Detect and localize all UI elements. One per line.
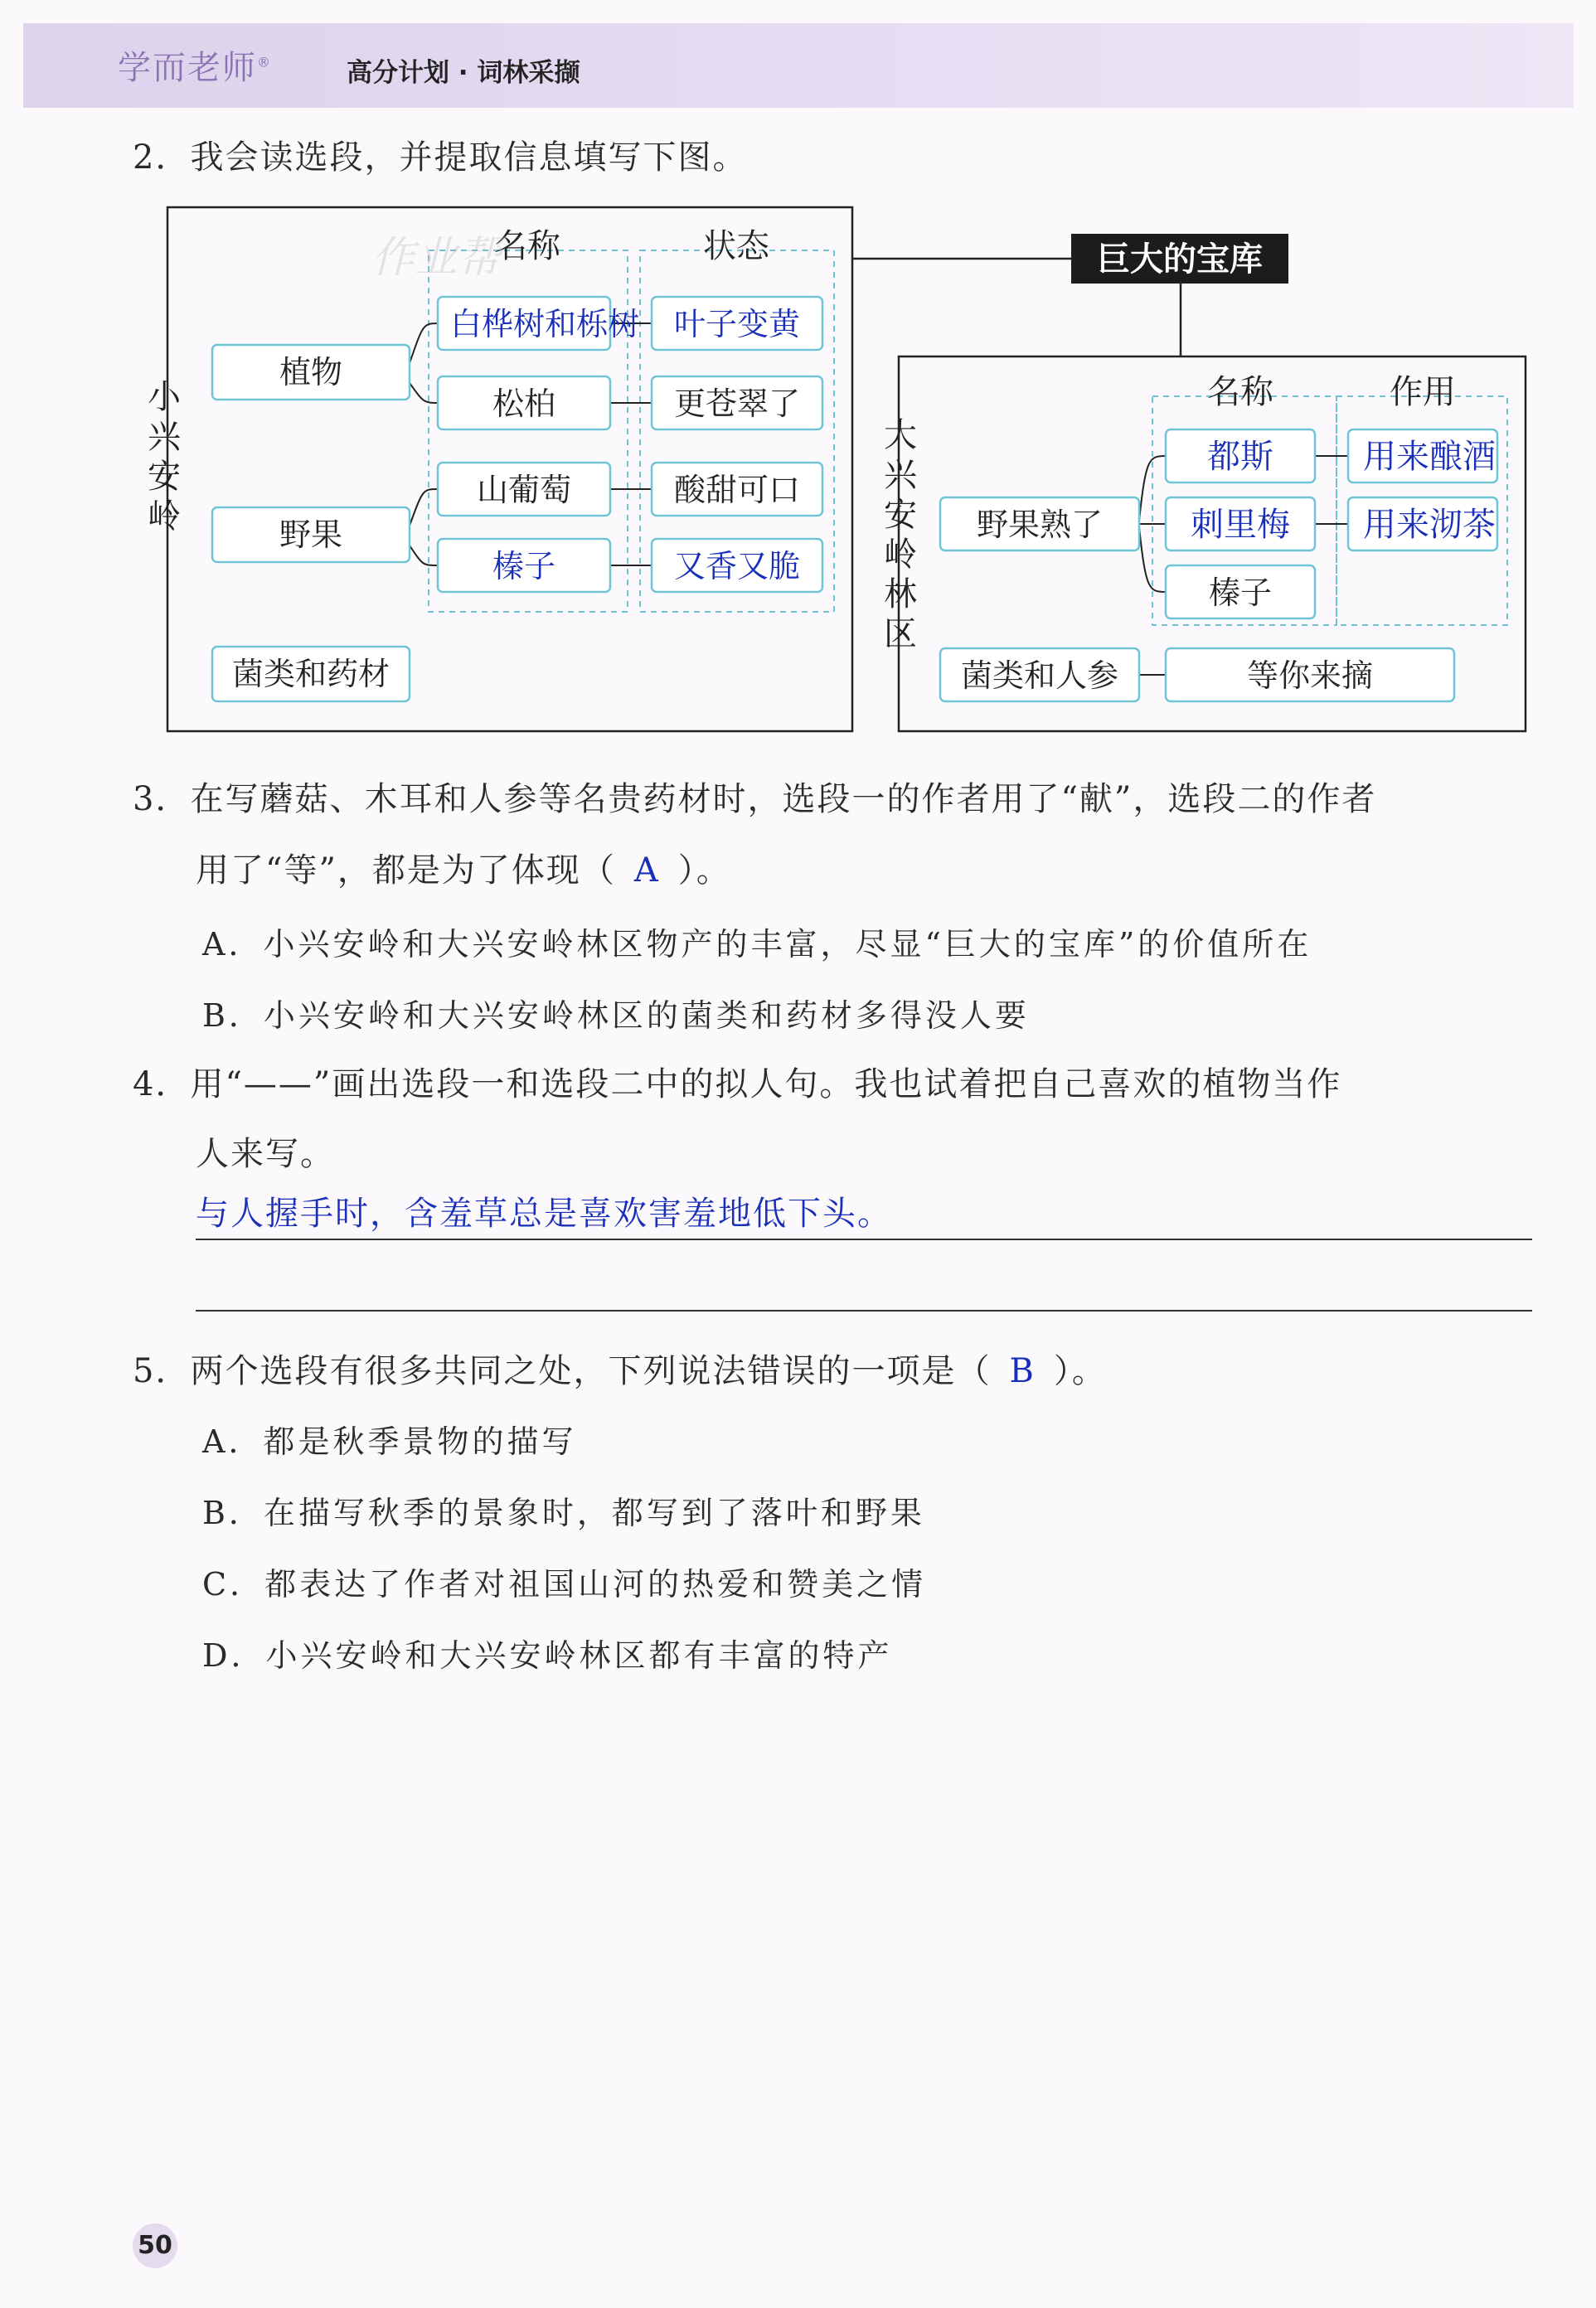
svg-text:小: 小 (148, 378, 181, 416)
right-cat-fruit: 野果熟了 (976, 507, 1104, 543)
left-head-state: 状态 (703, 227, 769, 265)
left-plant1-state: 叶子变黄 (673, 306, 801, 342)
question-5-line1: 5．两个选段有很多共同之处，下列说法错误的一项是（ B ）。 (133, 1352, 1107, 1390)
question-5-option-c: C．都表达了作者对祖国山河的热爱和赞美之情 (202, 1566, 927, 1603)
question-3-answer: A (633, 851, 660, 890)
right-cat-fungi: 菌类和人参 (960, 657, 1119, 694)
svg-text:区: 区 (884, 615, 917, 653)
left-plant2: 松柏 (492, 385, 556, 422)
left-cat-fruit: 野果 (279, 516, 343, 553)
watermark: 作业帮 (371, 233, 502, 283)
right-fungi-note: 等你来摘 (1246, 657, 1374, 694)
left-region-label (148, 378, 182, 536)
left-cat-fungi: 菌类和药材 (231, 656, 391, 692)
left-fruit1: 山葡萄 (476, 472, 572, 508)
svg-text:岭: 岭 (148, 497, 181, 536)
question-3-line2: 用了“等”，都是为了体现（ A ）。 (196, 851, 731, 890)
question-4-line2: 人来写。 (196, 1135, 335, 1173)
question-2: 2．我会读选段，并提取信息填写下图。 (133, 138, 748, 177)
right-region-label (884, 416, 918, 653)
left-head-name: 名称 (494, 227, 560, 265)
question-5-answer: B (1009, 1352, 1036, 1390)
series-title: 高分计划 · 词林采撷 (347, 58, 580, 88)
question-5-option-b: B．在描写秋季的景象时，都写到了落叶和野果 (202, 1495, 925, 1531)
svg-text:安: 安 (884, 496, 917, 534)
svg-text:岭: 岭 (884, 536, 917, 574)
question-5-option-a: A．都是秋季景物的描写 (202, 1423, 577, 1460)
left-cat-plants: 植物 (279, 354, 343, 390)
question-5-option-d: D．小兴安岭和大兴安岭林区都有丰富的特产 (202, 1637, 893, 1674)
page-number: 50 (133, 2223, 177, 2268)
mind-map-diagram (0, 191, 1596, 754)
svg-text:兴: 兴 (884, 456, 917, 494)
right-head-name: 名称 (1207, 373, 1273, 411)
brand-logo: 学而老师® (118, 49, 272, 87)
right-fruit1-use: 用来酿酒 (1363, 438, 1496, 476)
left-fruit1-state: 酸甜可口 (673, 472, 801, 508)
answer-line-2 (196, 1310, 1532, 1312)
right-fruit1: 都斯 (1207, 438, 1273, 476)
left-plant2-state: 更苍翠了 (673, 385, 801, 422)
left-fruit2-state: 又香又脆 (673, 548, 801, 584)
left-plant1: 白桦树和栎树 (449, 306, 640, 342)
svg-text:林: 林 (884, 575, 917, 613)
right-fruit2: 刺里梅 (1191, 506, 1290, 544)
question-4-line1: 4．用“——”画出选段一和选段二中的拟人句。我也试着把自己喜欢的植物当作 (133, 1065, 1342, 1103)
svg-text:兴: 兴 (148, 418, 181, 456)
question-3-option-b: B．小兴安岭和大兴安岭林区的菌类和药材多得没人要 (202, 997, 1030, 1034)
question-4-answer: 与人握手时，含羞草总是喜欢害羞地低下头。 (196, 1195, 892, 1233)
right-head-use: 作用 (1390, 373, 1456, 411)
svg-text:安: 安 (148, 458, 181, 496)
right-fruit3: 榛子 (1208, 575, 1273, 611)
question-3-line1: 3．在写蘑菇、木耳和人参等名贵药材时，选段一的作者用了“献”，选段二的作者 (133, 780, 1377, 818)
root-label: 巨大的宝库 (1097, 240, 1263, 279)
question-3-option-a: A．小兴安岭和大兴安岭林区物产的丰富，尽显“巨大的宝库”的价值所在 (202, 926, 1312, 962)
svg-text:大: 大 (884, 416, 917, 454)
right-fruit2-use: 用来沏茶 (1363, 506, 1496, 544)
answer-line-1 (196, 1239, 1532, 1240)
left-fruit2: 榛子 (492, 548, 556, 584)
